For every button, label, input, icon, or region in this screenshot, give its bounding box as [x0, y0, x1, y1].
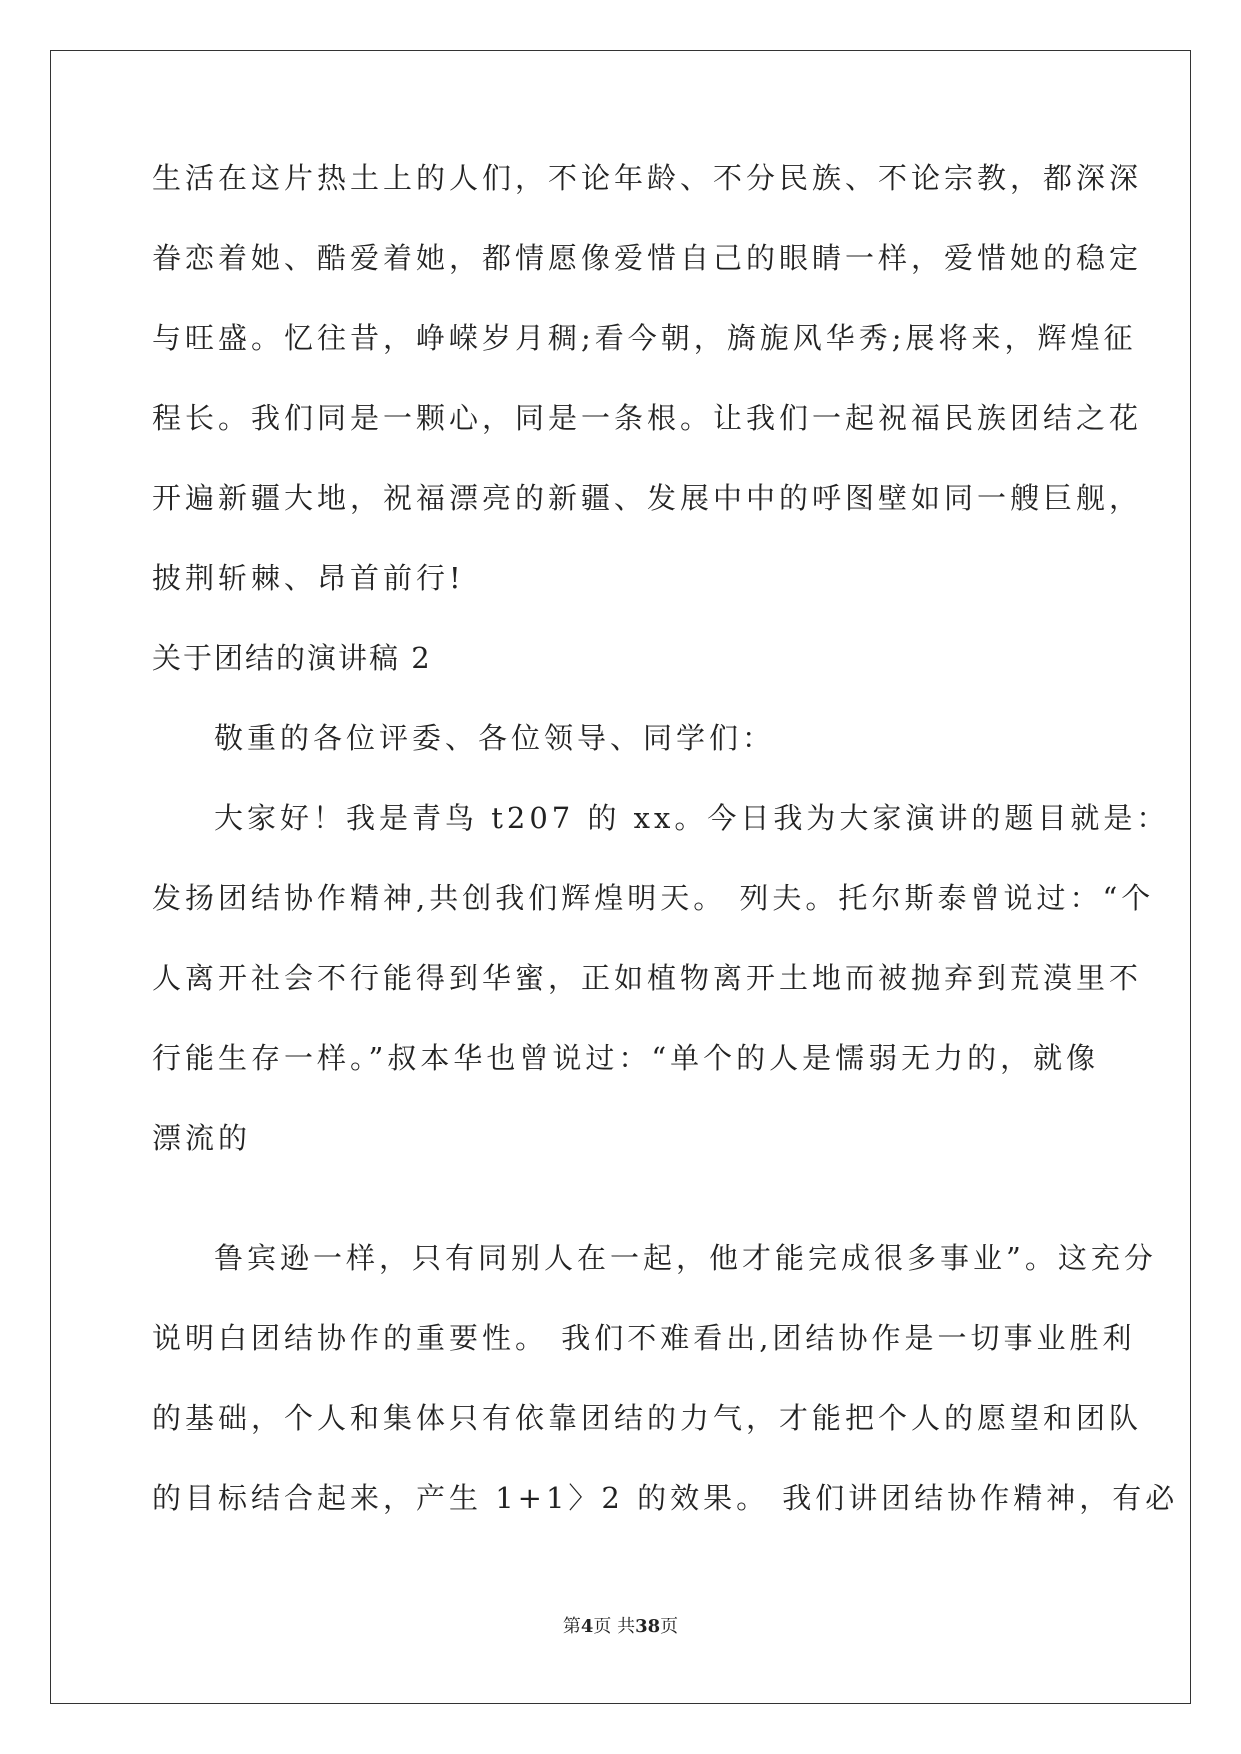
page-footer: [0, 1612, 1241, 1638]
body-line: 披荆斩棘、昂首前行!: [152, 561, 465, 595]
body-line: 大家好！我是青鸟 t207 的 xx。今日我为大家演讲的题目就是：: [214, 801, 1170, 835]
footer-suffix: 页: [660, 1616, 679, 1637]
section-heading: 关于团结的演讲稿 2: [152, 641, 432, 675]
body-line: 生活在这片热土上的人们，不论年龄、不分民族、不论宗教，都深深: [152, 161, 1143, 195]
document-body: [152, 158, 1179, 1558]
body-line: 说明白团结协作的重要性。 我们不难看出,团结协作是一切事业胜利: [152, 1321, 1136, 1355]
body-line: 人离开社会不行能得到华蜜，正如植物离开土地而被抛弃到荒漠里不: [152, 961, 1143, 995]
footer-total-pages: 38: [635, 1616, 661, 1637]
body-line: 漂流的: [152, 1121, 252, 1155]
body-line: 的基础，个人和集体只有依靠团结的力气，才能把个人的愿望和团队: [152, 1401, 1143, 1435]
body-line: 的目标结合起来，产生 1+1〉2 的效果。 我们讲团结协作精神，有必: [152, 1481, 1179, 1515]
body-line: 与旺盛。忆往昔，峥嵘岁月稠;看今朝，旖旎风华秀;展将来，辉煌征: [152, 321, 1137, 355]
body-line: 眷恋着她、酷爱着她，都情愿像爱惜自己的眼睛一样，爱惜她的稳定: [152, 241, 1143, 275]
body-line: 开遍新疆大地，祝福漂亮的新疆、发展中中的呼图壁如同一艘巨舰，: [152, 481, 1143, 515]
body-line: 程长。我们同是一颗心，同是一条根。让我们一起祝福民族团结之花: [152, 401, 1143, 435]
footer-page-number: 4: [580, 1616, 594, 1637]
salutation-line: 敬重的各位评委、各位领导、同学们：: [214, 721, 776, 755]
body-line: 发扬团结协作精神,共创我们辉煌明天。 列夫。托尔斯泰曾说过：“个: [152, 881, 1155, 915]
paragraph-gap: [152, 1198, 1092, 1238]
footer-mid: 页 共: [593, 1616, 636, 1637]
body-line: 鲁宾逊一样，只有同别人在一起，他才能完成很多事业”。这充分: [214, 1241, 1157, 1275]
footer-prefix: 第: [562, 1616, 581, 1637]
body-line: 行能生存一样。”叔本华也曾说过：“单个的人是懦弱无力的，就像: [152, 1041, 1100, 1075]
